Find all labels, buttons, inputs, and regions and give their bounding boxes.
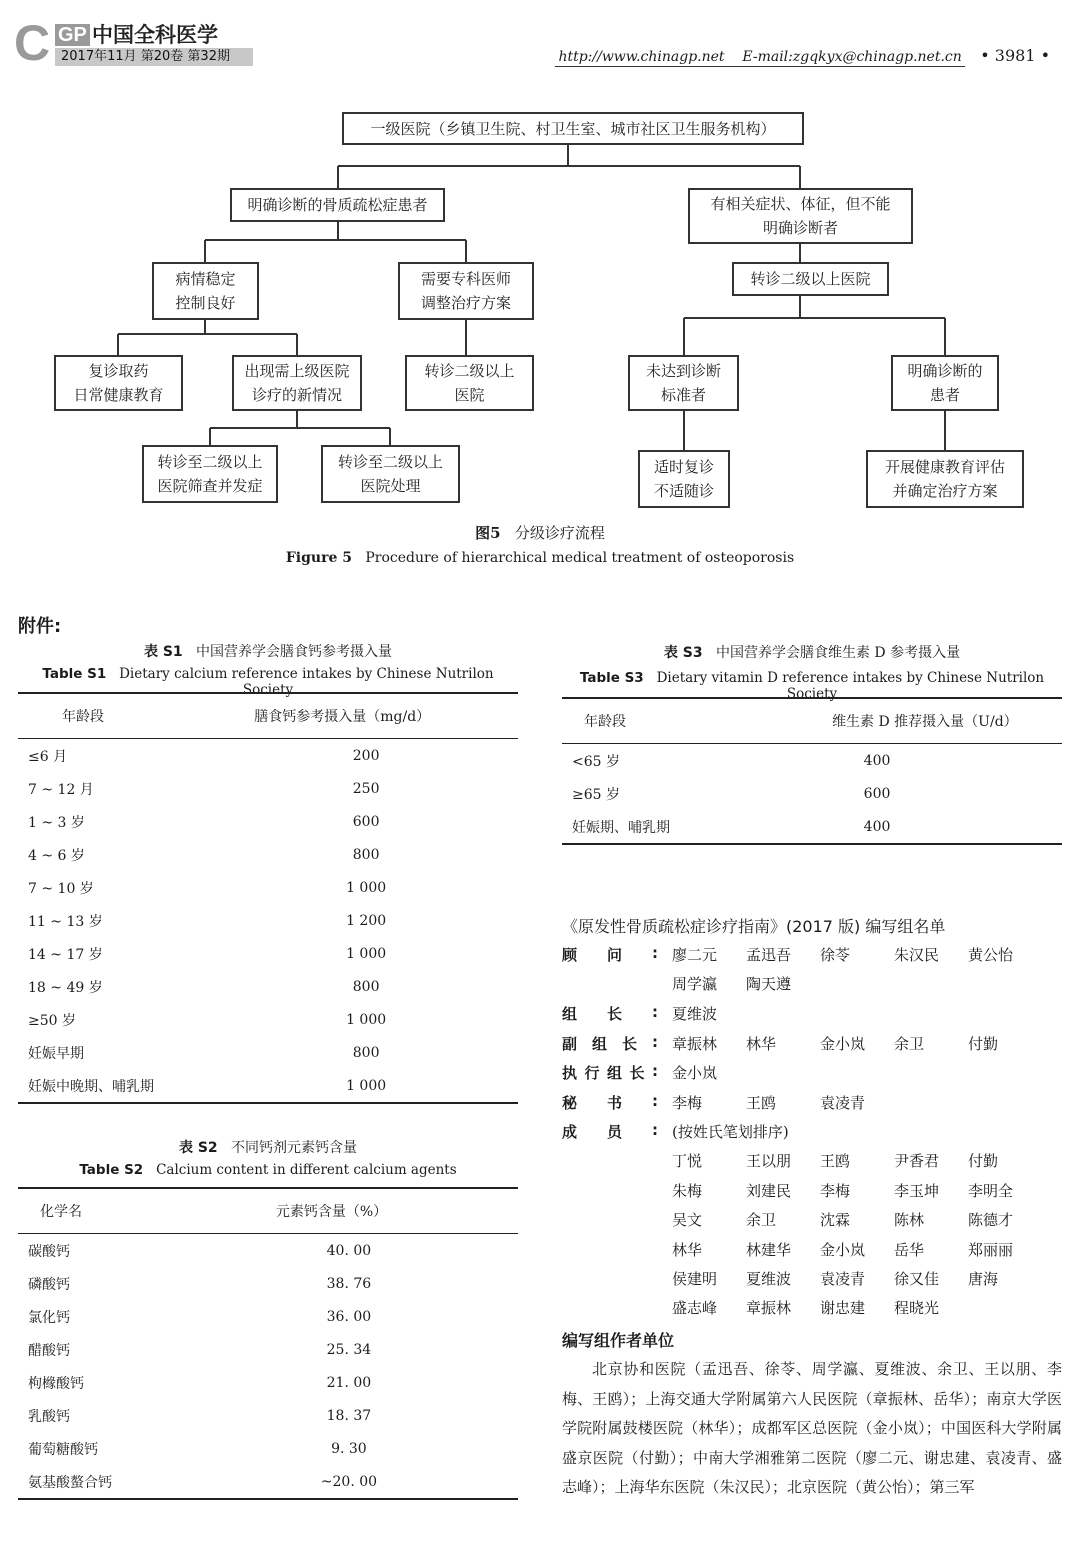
table-cell-label: 氨基酸螯合钙 — [18, 1465, 180, 1499]
table-cell-value: 9. 30 — [331, 1440, 367, 1457]
table-row — [18, 772, 518, 805]
table-header-cell: 化学名 — [18, 1188, 180, 1234]
table-s3-caption-en: Table S3 Dietary vitamin D reference intakes by Chinese Nutrilon Society — [579, 670, 1045, 702]
table-cell-value: 800 — [352, 846, 380, 863]
flow-node-refer-secondary-hospital: 转诊二级以上 医院 — [405, 355, 534, 411]
table-cell-value: 36. 00 — [326, 1308, 372, 1325]
flow-node-new-situation: 出现需上级医院 诊疗的新情况 — [232, 355, 362, 411]
role-label-char: : — [652, 944, 658, 962]
editorial-names-line — [672, 973, 820, 994]
table-cell-label: 磷酸钙 — [28, 1276, 70, 1293]
editorial-role-label — [562, 1033, 658, 1054]
member-name: 李梅 — [672, 1094, 703, 1112]
member-name: 丁悦 — [672, 1152, 703, 1171]
role-label-char: : — [652, 1033, 658, 1051]
editorial-names-line — [672, 1062, 746, 1083]
table-cell-value: 400 — [692, 810, 1062, 844]
author-units-text: 北京协和医院（孟迅吾、徐苓、周学瀛、夏维波、余卫、王以朋、李梅、王鸥）；上海交通大学附属第六人民医院（章振林、岳华）；南京大学医学院附属鼓楼医院（林华）；成都军区总医院（金小岚）；中国医科大学附属盛京医院（付勤）；中南大学湘雅第二医院（廖二元、谢忠建、袁凌青、盛志峰）；上海华东医院（朱汉民）；北京医院（黄公怡）；第三军 — [562, 1360, 1062, 1497]
flow-node-not-meeting-criteria: 未达到诊断 标准者 — [628, 355, 739, 411]
table-cell-value: 600 — [863, 785, 891, 802]
role-label-char: : — [652, 1062, 658, 1080]
table-row — [18, 739, 518, 773]
member-name: 孟迅吾 — [746, 946, 792, 964]
member-name: 付勤 — [968, 1152, 999, 1171]
member-name: 程晓光 — [894, 1299, 940, 1318]
role-label-char: 组 — [607, 1064, 623, 1082]
table-cell-label: 11 ~ 13 岁 — [28, 913, 103, 930]
member-name: 王以朋 — [746, 1152, 792, 1171]
header-email[interactable]: E-mail:zgqkyx@chinagp.net.cn — [742, 49, 962, 65]
role-label-char: 行 — [584, 1064, 600, 1082]
flow-node-primary-hospital: 一级医院（乡镇卫生院、村卫生室、城市社区卫生服务机构） — [342, 112, 804, 145]
member-name: 陈德才 — [968, 1211, 1014, 1230]
table-cell-label: 4 ~ 6 岁 — [28, 847, 85, 864]
editorial-names-line — [672, 1209, 1042, 1230]
role-label-char: 组 — [562, 1005, 578, 1023]
table-row — [18, 805, 518, 838]
table-cell-label: 枸橼酸钙 — [28, 1375, 84, 1392]
member-name: 袁凌青 — [820, 1094, 866, 1112]
flow-node-confirmed-patients: 明确诊断的 患者 — [891, 355, 999, 411]
table-cell-label: 氯化钙 — [28, 1309, 70, 1326]
table-row — [562, 777, 1062, 810]
role-label-char: 问 — [607, 946, 623, 964]
table-cell-value: 21. 00 — [326, 1374, 372, 1391]
editorial-role-label — [562, 1121, 658, 1142]
table-header-cell: 年龄段 — [18, 693, 214, 739]
role-label-char: 组 — [592, 1035, 608, 1053]
flow-node-health-education-plan: 开展健康教育评估 并确定治疗方案 — [866, 450, 1024, 508]
figure-caption-zh: 图5 分级诊疗流程 — [475, 524, 605, 542]
table-s1-caption-en: Table S1 Dietary calcium reference intakes by Chinese Nutrilon Society — [42, 666, 494, 698]
table-row — [18, 1465, 518, 1499]
page-number: • 3981 • — [980, 46, 1050, 65]
table-header-cell: 年龄段 — [562, 698, 692, 744]
table-cell-value: 1 000 — [346, 879, 387, 896]
table-cell-value: 1 200 — [346, 912, 387, 929]
member-name: 王鸥 — [746, 1094, 777, 1112]
attachment-label: 附件: — [18, 616, 62, 637]
editorial-role-label — [562, 944, 658, 965]
table-cell-value: ~20. 00 — [180, 1465, 518, 1499]
role-label-char: 顾 — [562, 946, 578, 964]
table-row — [18, 1333, 518, 1366]
editorial-role-label — [562, 1003, 658, 1024]
role-label-char: : — [652, 1092, 658, 1110]
journal-logo-gp: GP — [55, 24, 90, 46]
table-row — [18, 1234, 518, 1268]
table-row — [18, 1267, 518, 1300]
editorial-role-label — [562, 1092, 658, 1113]
member-name: 岳华 — [894, 1240, 925, 1259]
table-row — [18, 1366, 518, 1399]
editorial-group-title: 《原发性骨质疏松症诊疗指南》(2017 版) 编写组名单 — [562, 917, 946, 936]
table-cell-label: ≥65 岁 — [572, 786, 620, 803]
table-cell-label: 7 ~ 12 月 — [28, 781, 94, 798]
member-name: 尹香君 — [894, 1152, 940, 1171]
table-cell-label: ≤6 月 — [28, 748, 68, 765]
flow-node-specialist-adjust: 需要专科医师 调整治疗方案 — [398, 262, 534, 320]
table-s1 — [18, 692, 518, 1104]
member-name: 廖二元 — [672, 946, 718, 964]
member-name: 黄公怡 — [968, 946, 1014, 964]
author-units-title: 编写组作者单位 — [562, 1331, 675, 1350]
journal-logo-c: C — [14, 15, 51, 71]
member-name: 余卫 — [746, 1211, 777, 1230]
table-cell-value: 40. 00 — [326, 1242, 372, 1259]
member-name: 章振林 — [672, 1035, 718, 1053]
header-url[interactable]: http://www.chinagp.net — [558, 49, 725, 65]
table-cell-label: 7 ~ 10 岁 — [28, 880, 94, 897]
table-cell-value: 18. 37 — [326, 1407, 372, 1424]
table-row — [18, 1300, 518, 1333]
role-label-char: : — [652, 1121, 658, 1139]
editorial-names-line — [672, 1092, 894, 1113]
role-label-char: 长 — [607, 1005, 623, 1023]
table-row — [18, 1036, 518, 1069]
role-label-char: 副 — [562, 1035, 578, 1053]
member-name: 李玉坤 — [894, 1181, 940, 1200]
editorial-role-label — [562, 1062, 658, 1083]
table-cell-value: 800 — [352, 978, 380, 995]
member-name: 郑丽丽 — [968, 1240, 1014, 1259]
flow-node-stable-condition: 病情稳定 控制良好 — [152, 262, 259, 320]
member-name: 侯建明 — [672, 1270, 718, 1288]
member-name: 余卫 — [894, 1035, 925, 1053]
table-row — [18, 937, 518, 970]
table-s2-caption-zh: 表 S2 不同钙剂元素钙含量 — [178, 1140, 358, 1156]
table-header-cell: 元素钙含量（%） — [180, 1188, 518, 1234]
member-name: 章振林 — [746, 1299, 792, 1318]
member-name: 金小岚 — [820, 1240, 866, 1259]
editorial-names-line — [672, 1003, 746, 1024]
flow-node-diagnosed-patients: 明确诊断的骨质疏松症患者 — [230, 188, 445, 222]
table-cell-value: 1 000 — [346, 1011, 387, 1028]
table-s2-caption-en: Table S2 Calcium content in different calcium agents — [79, 1162, 457, 1178]
table-row — [18, 871, 518, 904]
member-name: 夏维波 — [672, 1005, 718, 1023]
member-name: 陈林 — [894, 1211, 925, 1230]
table-row — [18, 970, 518, 1003]
member-name: 夏维波 — [746, 1270, 792, 1288]
table-cell-label: 葡萄糖酸钙 — [28, 1441, 98, 1458]
role-label-char: 执 — [562, 1064, 578, 1082]
flow-node-refer-secondary: 转诊二级以上医院 — [732, 262, 889, 296]
member-name: 袁凌青 — [820, 1270, 866, 1288]
table-cell-value: 200 — [352, 747, 380, 764]
table-row — [18, 1399, 518, 1432]
role-label-char: 长 — [629, 1064, 645, 1082]
member-name: 陶天遵 — [746, 975, 792, 994]
flowchart-connectors — [0, 0, 1080, 520]
table-cell-value: 1 000 — [214, 1069, 518, 1103]
table-s2 — [18, 1187, 518, 1500]
table-cell-label: 乳酸钙 — [28, 1408, 70, 1425]
flow-node-undiagnosed-symptoms: 有相关症状、体征，但不能 明确诊断者 — [688, 188, 913, 244]
member-name: 徐苓 — [820, 946, 851, 964]
member-name: 李梅 — [820, 1181, 851, 1200]
member-name: 朱汉民 — [894, 946, 940, 964]
editorial-role-note: (按姓氏笔划排序) — [672, 1123, 789, 1141]
table-s1-caption-zh: 表 S1 中国营养学会膳食钙参考摄入量 — [143, 644, 393, 660]
table-header-cell: 膳食钙参考摄入量（mg/d） — [214, 693, 518, 739]
flow-node-timely-followup: 适时复诊 不适随诊 — [638, 450, 730, 508]
table-cell-value: 600 — [352, 813, 380, 830]
member-name: 林华 — [672, 1240, 703, 1259]
member-name: 周学瀛 — [672, 975, 718, 994]
member-name: 付勤 — [968, 1035, 999, 1053]
table-row — [18, 904, 518, 937]
role-label-char: 长 — [622, 1035, 638, 1053]
flow-node-refer-handle: 转诊至二级以上 医院处理 — [321, 445, 460, 503]
editorial-names-line — [672, 1268, 1042, 1289]
table-cell-label: 14 ~ 17 岁 — [28, 946, 103, 963]
role-label-char: 成 — [562, 1123, 578, 1141]
table-cell-label: 18 ~ 49 岁 — [28, 979, 103, 996]
table-cell-label: 1 ~ 3 岁 — [28, 814, 85, 831]
table-cell-value: 1 000 — [346, 945, 387, 962]
member-name: 唐海 — [968, 1270, 999, 1288]
member-name: 金小岚 — [672, 1064, 718, 1082]
table-cell-value: 400 — [863, 752, 891, 769]
table-cell-label: 妊娠期、哺乳期 — [562, 810, 692, 844]
table-header-row — [18, 693, 518, 739]
member-name: 朱梅 — [672, 1181, 703, 1200]
editorial-names-line — [672, 1033, 1042, 1054]
table-s3-caption-zh: 表 S3 中国营养学会膳食维生素 D 参考摄入量 — [663, 645, 961, 661]
member-name: 李明全 — [968, 1181, 1014, 1200]
member-name: 金小岚 — [820, 1035, 866, 1053]
table-cell-label: ≥50 岁 — [28, 1012, 76, 1029]
table-row — [562, 810, 1062, 844]
table-row — [18, 1069, 518, 1103]
flow-node-screen-complications: 转诊至二级以上 医院筛查并发症 — [142, 445, 278, 503]
member-name: 徐又佳 — [894, 1270, 940, 1288]
journal-issue: 2017年11月 第20卷 第32期 — [55, 48, 253, 66]
table-row — [562, 744, 1062, 778]
member-name: 林建华 — [746, 1240, 792, 1259]
figure-caption-en: Figure 5 Procedure of hierarchical medical treatment of osteoporosis — [285, 550, 795, 566]
table-cell-label: 碳酸钙 — [28, 1243, 70, 1260]
flow-node-followup-education: 复诊取药 日常健康教育 — [54, 355, 183, 411]
editorial-names-line — [672, 1239, 1042, 1260]
editorial-names-line — [672, 944, 1042, 965]
role-label-char: 员 — [607, 1123, 623, 1141]
member-name: 沈霖 — [820, 1211, 851, 1230]
role-label-char: 秘 — [562, 1094, 578, 1112]
table-cell-value: 800 — [352, 1044, 380, 1061]
table-row — [18, 1003, 518, 1036]
editorial-names-line — [672, 1180, 1042, 1201]
table-cell-value: 250 — [352, 780, 380, 797]
editorial-names-line — [672, 1297, 968, 1318]
table-cell-value: 25. 34 — [326, 1341, 372, 1358]
table-cell-label: <65 岁 — [572, 753, 620, 770]
role-label-char: : — [652, 1003, 658, 1021]
table-row — [18, 1432, 518, 1465]
table-header-cell: 维生素 D 推荐摄入量（U/d） — [692, 698, 1062, 744]
table-header-row — [562, 698, 1062, 744]
member-name: 盛志峰 — [672, 1299, 718, 1318]
table-cell-label: 妊娠中晚期、哺乳期 — [18, 1069, 214, 1103]
table-header-row — [18, 1188, 518, 1234]
table-cell-value: 38. 76 — [326, 1275, 372, 1292]
member-name: 吴文 — [672, 1211, 703, 1230]
table-s3 — [562, 697, 1062, 845]
table-cell-label: 妊娠早期 — [28, 1045, 84, 1062]
member-name: 林华 — [746, 1035, 777, 1053]
member-name: 谢忠建 — [820, 1299, 866, 1318]
journal-title: 中国全科医学 — [92, 23, 218, 47]
member-name: 王鸥 — [820, 1152, 851, 1171]
member-name: 刘建民 — [746, 1181, 792, 1200]
table-row — [18, 838, 518, 871]
role-label-char: 书 — [607, 1094, 623, 1112]
editorial-names-line — [672, 1150, 1042, 1171]
table-cell-label: 醋酸钙 — [28, 1342, 70, 1359]
